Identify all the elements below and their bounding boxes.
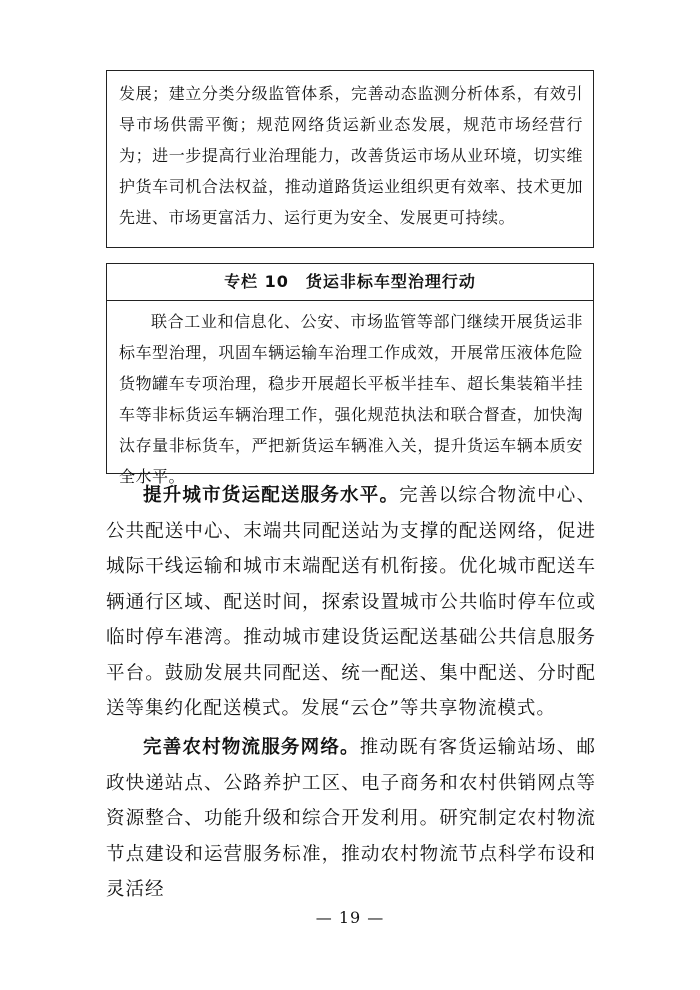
- column-box-title: 专栏 10 货运非标车型治理行动: [107, 264, 593, 301]
- continued-box-text: 发展；建立分类分级监管体系，完善动态监测分析体系，有效引导市场供需平衡；规范网络货运新业态发展，规范市场经营行为；进一步提高行业治理能力，改善货运市场从业环境，切实维护货车司机合法权益，推动道路货运业组织更有效率、技术更加先进、市场更富活力、运行更为安全、发展更可持续。: [119, 84, 583, 227]
- paragraph-body-text: 完善以综合物流中心、公共配送中心、末端共同配送站为支撑的配送网络，促进城际干线运输和城市末端配送有机衔接。优化城市配送车辆通行区域、配送时间，探索设置城市公共临时停车位或临时停车港湾。推动城市建设货运配送基础公共信息服务平台。鼓励发展共同配送、统一配送、集中配送、分时配送等集约化配送模式。发展“云仓”等共享物流模式。: [106, 485, 596, 719]
- column-box-10: [106, 263, 594, 486]
- page-number: — 19 —: [315, 908, 385, 927]
- paragraph-lead-heading: 完善农村物流服务网络。: [143, 737, 360, 758]
- paragraph-lead-heading: 提升城市货运配送服务水平。: [143, 485, 400, 506]
- column-box-text: 联合工业和信息化、公安、市场监管等部门继续开展货运非标车型治理，巩固车辆运输车治理工作成效，开展常压液体危险货物罐车专项治理，稳步开展超长平板半挂车、超长集装箱半挂车等非标货运车辆治理工作，强化规范执法和联合督查，加快淘汰存量非标货车，严把新货运车辆准入关，提升货运车辆本质安全水平。: [119, 312, 583, 486]
- paragraph-rural-logistics: [106, 730, 596, 908]
- continued-text-box: [106, 70, 594, 248]
- paragraph-urban-delivery: [106, 478, 596, 727]
- paragraph-body-text: 推动既有客货运输站场、邮政快递站点、公路养护工区、电子商务和农村供销网点等资源整合、功能升级和综合开发利用。研究制定农村物流节点建设和运营服务标准，推动农村物流节点科学布设和灵活经: [106, 737, 596, 900]
